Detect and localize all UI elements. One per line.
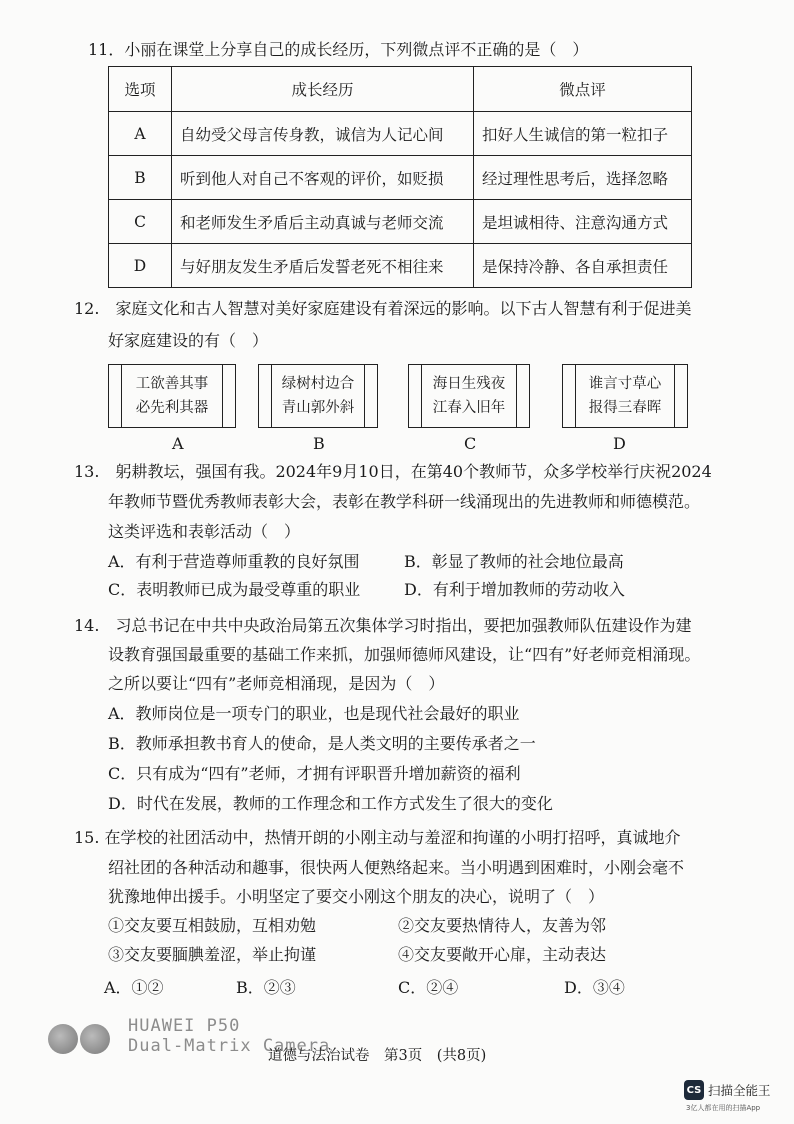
scanner-name: 扫描全能王	[708, 1083, 771, 1098]
q15-option-a: A．①②	[104, 978, 164, 997]
scanner-tagline: 3亿人都在用的扫描App	[686, 1104, 761, 1112]
table-row	[109, 112, 692, 156]
q14-option-a: A．教师岗位是一项专门的职业，也是现代社会最好的职业	[108, 704, 520, 723]
q14-line3: 之所以要让“四有”老师竞相涌现，是因为（ ）	[108, 674, 445, 693]
q15-item-1: ①交友要互相鼓励，互相劝勉	[108, 916, 317, 935]
header-option: 选项	[109, 67, 172, 112]
q13-line2: 年教师节暨优秀教师表彰大会，表彰在教学科研一线涌现出的先进教师和师德模范。	[108, 492, 701, 511]
box-line: 必先利其器	[135, 400, 209, 416]
q13-option-c: C．表明教师已成为最受尊重的职业	[108, 580, 361, 599]
q15-option-c: C．②④	[398, 978, 459, 997]
q15-option-d: D．③④	[564, 978, 625, 997]
header-comment: 微点评	[474, 67, 692, 112]
q15-line1: 15. 在学校的社团活动中，热情开朗的小刚主动与羞涩和拘谨的小明打招呼，真诚地介	[74, 828, 681, 847]
row-experience: 与好朋友发生矛盾后发誓老死不相往来	[172, 244, 474, 288]
q14-line2: 设教育强国最重要的基础工作来抓，加强师德师风建设，让“四有”好老师竞相涌现。	[108, 645, 701, 664]
q12-label-c: C	[464, 434, 477, 453]
q11-table	[108, 66, 692, 288]
page-number: 道德与法治试卷 第3页 (共8页)	[268, 1048, 487, 1064]
box-line: 青山郭外斜	[281, 400, 355, 416]
table-row	[109, 200, 692, 244]
q15-item-4: ④交友要敞开心扉，主动表达	[398, 945, 607, 964]
row-option: D	[109, 244, 172, 288]
box-line: 江春入旧年	[432, 400, 506, 416]
q15-option-b: B．②③	[236, 978, 296, 997]
table-row	[109, 156, 692, 200]
watermark-line: Dual-Matrix Camera	[128, 1036, 331, 1056]
q13-option-d: D．有利于增加教师的劳动收入	[404, 580, 625, 599]
camera-lens-icon	[48, 1020, 126, 1060]
box-line: 海日生残夜	[432, 376, 506, 392]
q15-item-3: ③交友要腼腆羞涩，举止拘谨	[108, 945, 317, 964]
row-option: B	[109, 156, 172, 200]
row-experience: 和老师发生矛盾后主动真诚与老师交流	[172, 200, 474, 244]
q12-box-c	[408, 364, 530, 428]
q12-label-b: B	[313, 434, 325, 453]
camscanner-icon: CS	[684, 1080, 704, 1100]
q12-line2: 好家庭建设的有（ ）	[108, 331, 269, 350]
q14-line1: 14. 习总书记在中共中央政治局第五次集体学习时指出，要把加强教师队伍建设作为建	[74, 616, 692, 635]
q14-option-d: D．时代在发展，教师的工作理念和工作方式发生了很大的变化	[108, 794, 553, 813]
row-option: A	[109, 112, 172, 156]
q12-box-b	[258, 364, 378, 428]
box-line: 工欲善其事	[135, 376, 209, 392]
q12-box-a	[108, 364, 236, 428]
q14-option-b: B．教师承担教书育人的使命，是人类文明的主要传承者之一	[108, 734, 536, 753]
q15-line2: 绍社团的各种活动和趣事，很快两人便熟络起来。当小明遇到困难时，小刚会毫不	[108, 858, 685, 877]
row-option: C	[109, 200, 172, 244]
q15-item-2: ②交友要热情待人，友善为邻	[398, 916, 607, 935]
q15-line3: 犹豫地伸出援手。小明坚定了要交小刚这个朋友的决心，说明了（ ）	[108, 887, 605, 906]
row-comment: 经过理性思考后，选择忽略	[474, 156, 692, 200]
scanner-logo	[684, 1080, 771, 1100]
q12-box-d	[562, 364, 688, 428]
q13-option-b: B．彰显了教师的社会地位最高	[404, 552, 624, 571]
row-experience: 自幼受父母言传身教，诚信为人记心间	[172, 112, 474, 156]
row-comment: 是保持冷静、各自承担责任	[474, 244, 692, 288]
box-line: 谁言寸草心	[588, 376, 662, 392]
box-line: 报得三春晖	[588, 400, 662, 416]
row-comment: 是坦诚相待、注意沟通方式	[474, 200, 692, 244]
header-experience: 成长经历	[172, 67, 474, 112]
watermark-line: HUAWEI P50	[128, 1016, 241, 1036]
row-experience: 听到他人对自己不客观的评价，如贬损	[172, 156, 474, 200]
q13-line3: 这类评选和表彰活动（ ）	[108, 522, 301, 541]
box-line: 绿树村边合	[281, 376, 355, 392]
q12-label-a: A	[172, 434, 184, 453]
q12-line1: 12. 家庭文化和古人智慧对美好家庭建设有着深远的影响。以下古人智慧有利于促进美	[74, 299, 692, 318]
q13-option-a: A．有利于营造尊师重教的良好氛围	[108, 552, 360, 571]
q12-label-d: D	[613, 434, 626, 453]
q11-stem: 11．小丽在课堂上分享自己的成长经历，下列微点评不正确的是（ ）	[88, 40, 589, 59]
row-comment: 扣好人生诚信的第一粒扣子	[474, 112, 692, 156]
q14-option-c: C．只有成为“四有”老师，才拥有评职晋升增加薪资的福利	[108, 764, 521, 783]
table-row	[109, 244, 692, 288]
q13-line1: 13. 躬耕教坛，强国有我。2024年9月10日，在第40个教师节，众多学校举行庆祝2024	[74, 462, 712, 481]
table-header-row	[109, 67, 692, 112]
